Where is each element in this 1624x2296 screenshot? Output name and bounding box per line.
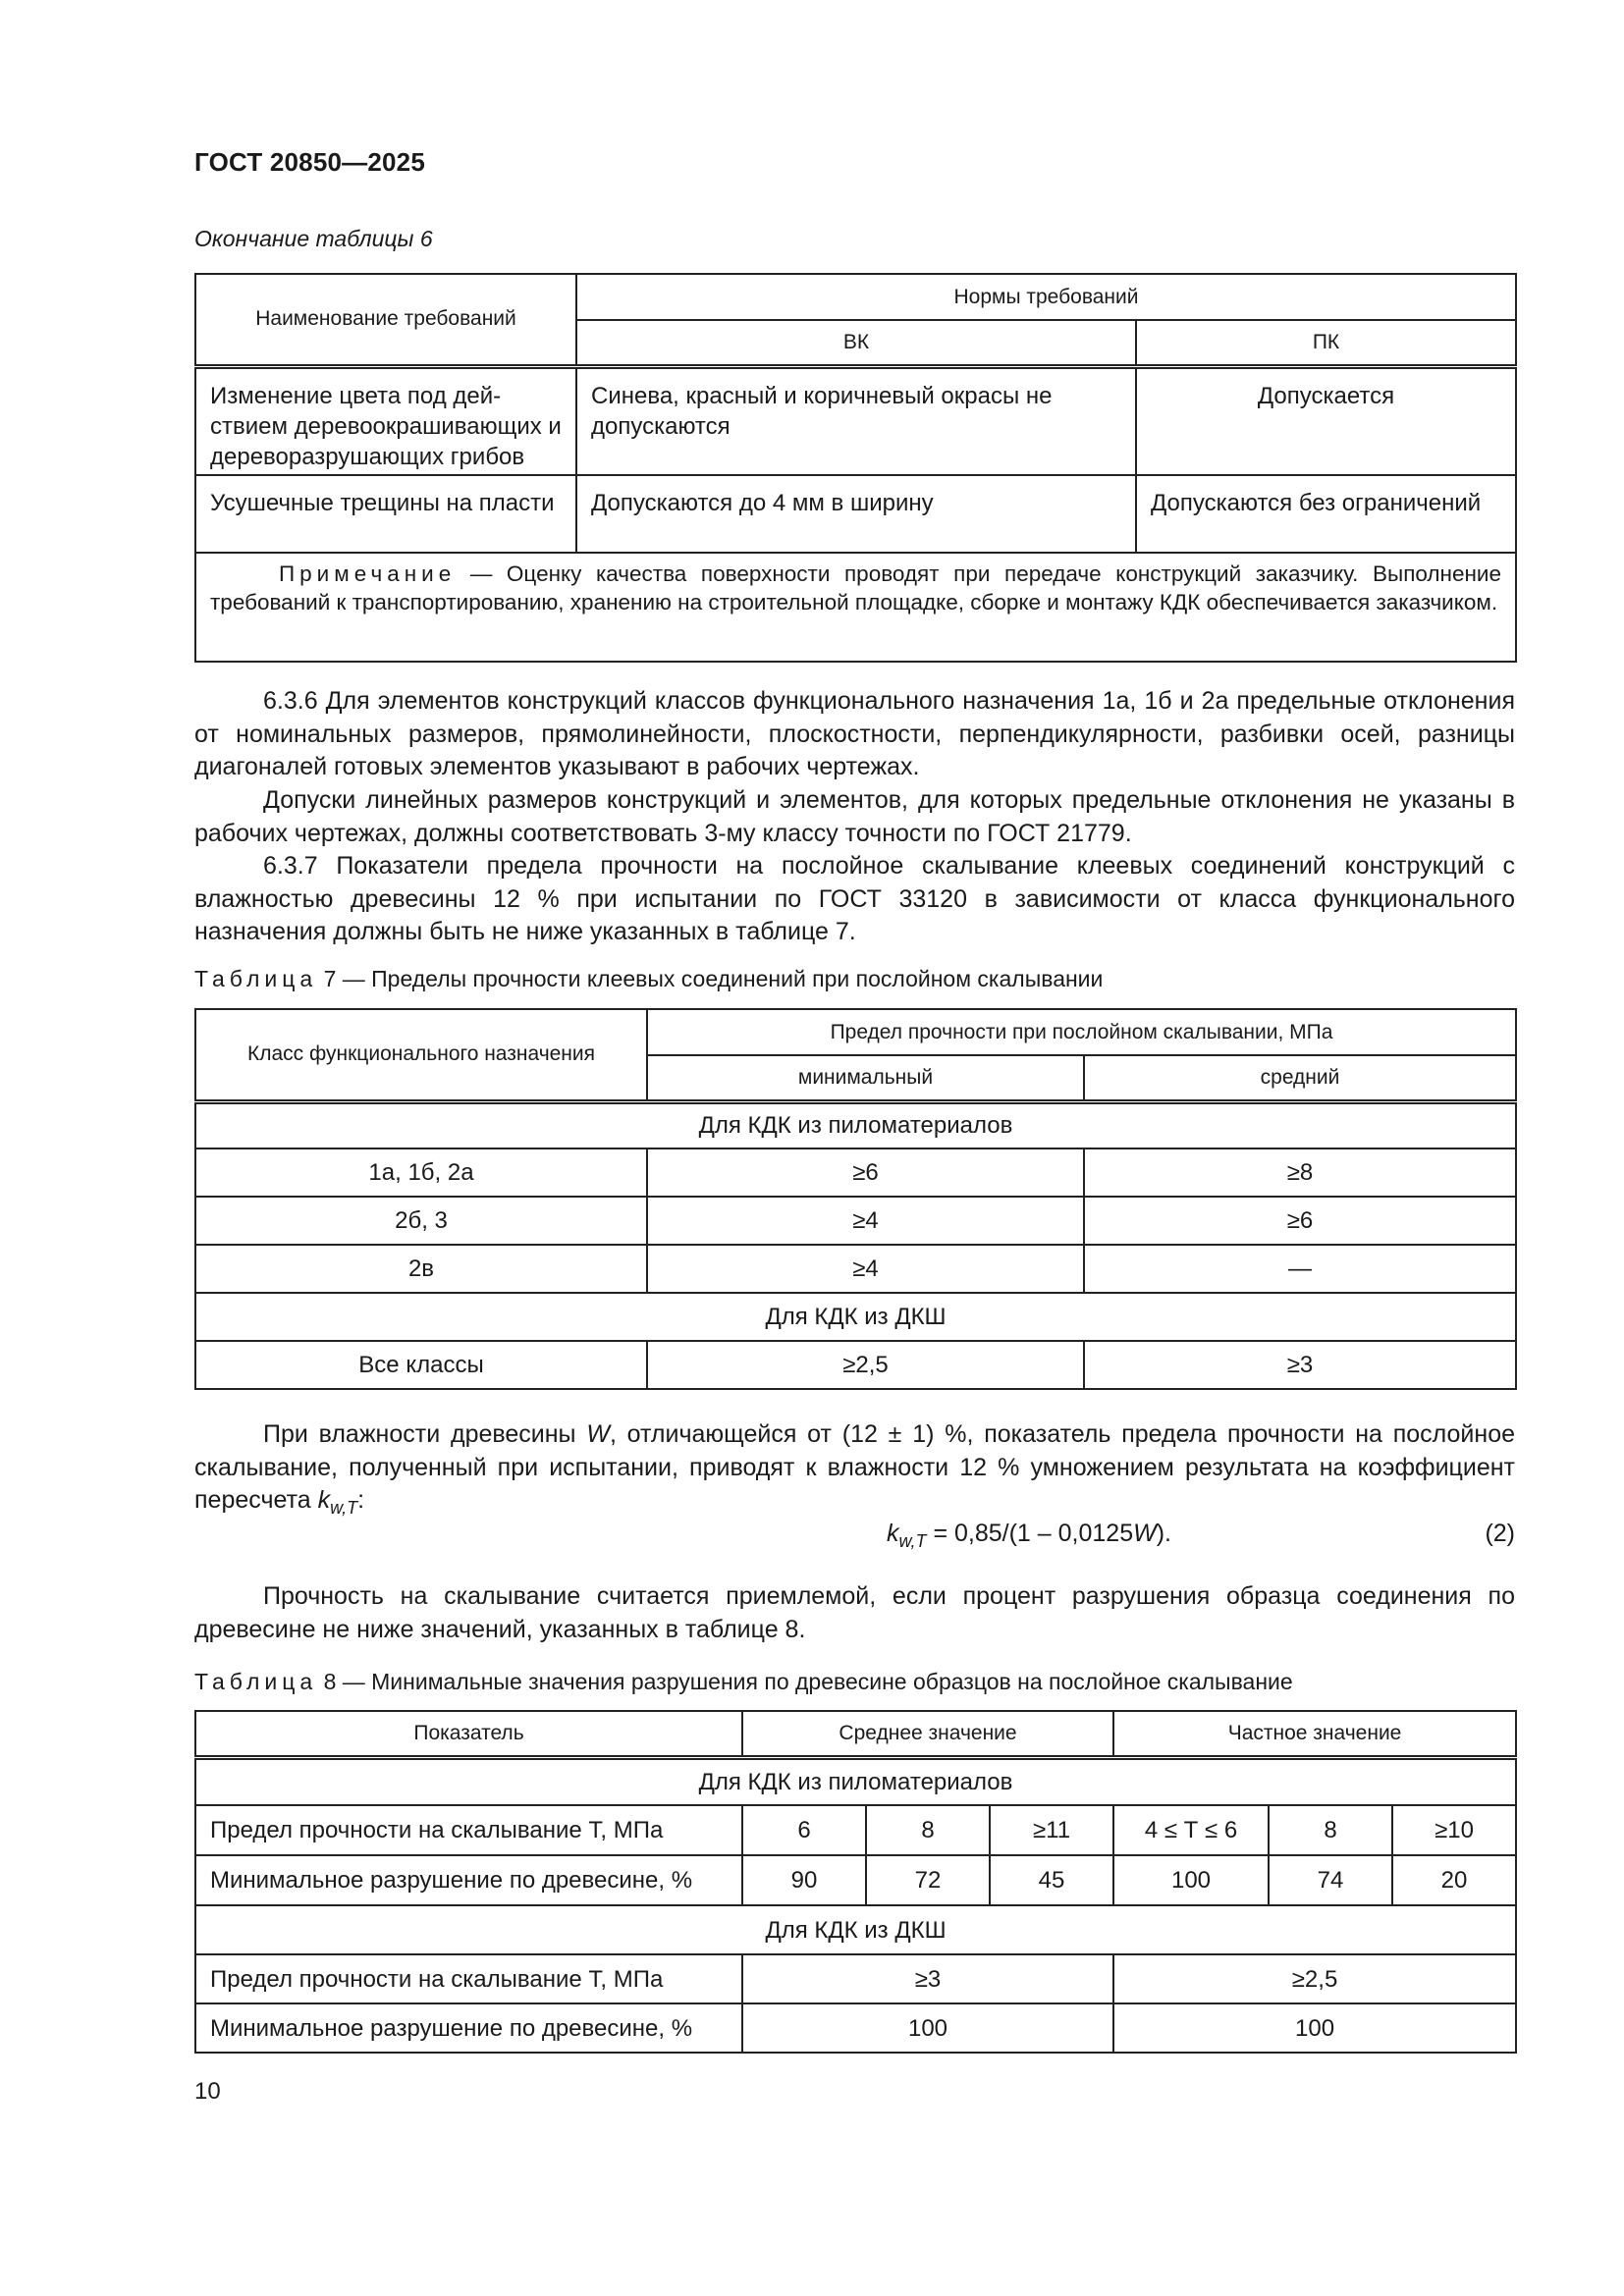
table7-header-class: Класс функционального назначения xyxy=(195,1009,647,1101)
table7-caption: Таблица 7 — Пределы прочности клеевых соединений при послойном скалывании xyxy=(194,966,1104,991)
paragraph-6-3-7: 6.3.7 Показатели предела прочности на послойное скалывание клеевых соединений конструкций с влажностью древесины 12 % при испытании по ГОСТ 33120 в зависимости от класса функционального назначения должны быть не ниже указанных в таблице 7. xyxy=(194,852,1515,945)
table6-header-vk: ВК xyxy=(576,320,1136,366)
table-row xyxy=(195,1245,1516,1293)
table7-cell-class: 1а, 1б, 2а xyxy=(195,1148,647,1197)
table-row xyxy=(195,366,1516,475)
table8-section-lumber: Для КДК из пиломатериалов xyxy=(195,1757,1516,1805)
table6-cell-pk: Допускаются без ограничений xyxy=(1136,475,1516,553)
paragraph-strength-accept: Прочность на скалывание считается приемлемой, если процент разрушения образца соединения по древесине не ниже значений, указанных в таблице 8. xyxy=(194,1582,1515,1643)
table-row xyxy=(195,1341,1516,1389)
table8-label-strength: Предел прочности на скалывание Т, МПа xyxy=(195,1954,742,2003)
table8-cell: 6 xyxy=(742,1805,866,1855)
table6-header-norms: Нормы требований xyxy=(576,274,1516,320)
note-label: Примечание xyxy=(279,561,457,586)
table8-cell: 74 xyxy=(1269,1855,1392,1905)
table8-section-dksh: Для КДК из ДКШ xyxy=(195,1905,1516,1954)
formula-2: $k_{w,T} = 0,85/(1 - 0,0125W)$. (2) xyxy=(887,1520,1515,1551)
table7-cell-class: 2б, 3 xyxy=(195,1197,647,1245)
page-number: 10 xyxy=(194,2078,221,2105)
paragraph-6-3-6: 6.3.6 Для элементов конструкций классов функционального назначения 1а, 1б и 2а предельные отклонения от номинальных размеров, прямолинейности, плоскостности, перпендикулярности, разбивки осей, разницы диагоналей готовых элементов указывают в рабочих чертежах. xyxy=(194,687,1515,780)
table7-header-min: минимальный xyxy=(647,1055,1084,1101)
table8-cell: 4 ≤ Т ≤ 6 xyxy=(1113,1805,1269,1855)
table7-cell-class: 2в xyxy=(195,1245,647,1293)
table-row xyxy=(195,1855,1516,1905)
table6-note xyxy=(195,553,1516,662)
table7-cell-avg: ≥8 xyxy=(1084,1148,1516,1197)
table8-header-avg: Среднее значение xyxy=(742,1711,1113,1757)
table8-cell: 90 xyxy=(742,1855,866,1905)
table7-header-limit: Предел прочности при послойном скалывании, МПа xyxy=(647,1009,1516,1055)
table-row xyxy=(195,2003,1516,2053)
table8-cell: 8 xyxy=(866,1805,990,1855)
table8-cell: 20 xyxy=(1392,1855,1516,1905)
table6-note-row xyxy=(195,553,1516,662)
table7-cell-min: ≥4 xyxy=(647,1245,1084,1293)
table7-cell-min: ≥2,5 xyxy=(647,1341,1084,1389)
table8-label-failure: Минимальное разрушение по древесине, % xyxy=(195,2003,742,2053)
table7-section-dksh: Для КДК из ДКШ xyxy=(195,1293,1516,1341)
table8-cell: 100 xyxy=(1113,1855,1269,1905)
table7-cell-min: ≥6 xyxy=(647,1148,1084,1197)
table8-caption: Таблица 8 — Минимальные значения разрушения по древесине образцов на послойное скалывание xyxy=(194,1669,1293,1694)
table6-header-pk: ПК xyxy=(1136,320,1516,366)
table8-label-strength: Предел прочности на скалывание Т, МПа xyxy=(195,1805,742,1855)
table6-cell-pk: Допускается xyxy=(1136,366,1516,475)
table6-header-name: Наименование требований xyxy=(195,274,576,366)
table-row xyxy=(195,475,1516,553)
table7-cell-avg: ≥3 xyxy=(1084,1341,1516,1389)
table8-header-part: Частное значение xyxy=(1113,1711,1516,1757)
paragraph-tolerances: Допуски линейных размеров конструкций и элементов, для которых предельные отклонения не указаны в рабочих чертежах, должны соответствовать 3-му классу точности по ГОСТ 21779. xyxy=(194,786,1515,847)
table-row xyxy=(195,1805,1516,1855)
table6-cell-vk: Синева, красный и коричневый окрасы не допускаются xyxy=(576,366,1136,475)
table-7 xyxy=(194,1008,1517,1390)
formula-number: (2) xyxy=(1485,1520,1515,1547)
table6-cell-name: Изменение цвета под дей-ствием деревоокрашивающих и дереворазрушающих грибов xyxy=(195,366,576,475)
table8-cell: 72 xyxy=(866,1855,990,1905)
table6-cell-name: Усушечные трещины на пласти xyxy=(195,475,576,553)
table8-cell: 45 xyxy=(990,1855,1113,1905)
table8-cell: ≥3 xyxy=(742,1954,1113,2003)
table7-section-lumber: Для КДК из пиломатериалов xyxy=(195,1101,1516,1148)
document-header: ГОСТ 20850—2025 xyxy=(194,147,425,177)
table8-header-param: Показатель xyxy=(195,1711,742,1757)
table8-cell: ≥10 xyxy=(1392,1805,1516,1855)
table-8 xyxy=(194,1710,1517,2054)
table8-cell: 100 xyxy=(1113,2003,1516,2053)
paragraph-moisture: При влажности древесины W, отличающейся от (12 ± 1) %, показатель предела прочности на послойное скалывание, полученный при испытании, приводят к влажности 12 % умножением результата на коэффициент пересчета $k_{w,T}$: xyxy=(194,1420,1516,1518)
table-row xyxy=(195,1954,1516,2003)
table8-cell: ≥11 xyxy=(990,1805,1113,1855)
table-continuation-caption: Окончание таблицы 6 xyxy=(194,226,433,251)
table8-label-failure: Минимальное разрушение по древесине, % xyxy=(195,1855,742,1905)
table-row xyxy=(195,1148,1516,1197)
table-6 xyxy=(194,273,1517,663)
table8-cell: ≥2,5 xyxy=(1113,1954,1516,2003)
table7-header-avg: средний xyxy=(1084,1055,1516,1101)
table-row xyxy=(195,1197,1516,1245)
table6-cell-vk: Допускаются до 4 мм в ширину xyxy=(576,475,1136,553)
table7-cell-class: Все классы xyxy=(195,1341,647,1389)
note-text: — Оценку качества поверхности проводят при передаче конструкций заказчику. Выполнение требований к транспортированию, хранению на строительной площадке, сборке и монтажу КДК обеспечивается заказчиком. xyxy=(210,561,1501,614)
table7-cell-avg: ≥6 xyxy=(1084,1197,1516,1245)
table8-cell: 8 xyxy=(1269,1805,1392,1855)
table7-cell-avg: — xyxy=(1084,1245,1516,1293)
table8-cell: 100 xyxy=(742,2003,1113,2053)
table7-cell-min: ≥4 xyxy=(647,1197,1084,1245)
